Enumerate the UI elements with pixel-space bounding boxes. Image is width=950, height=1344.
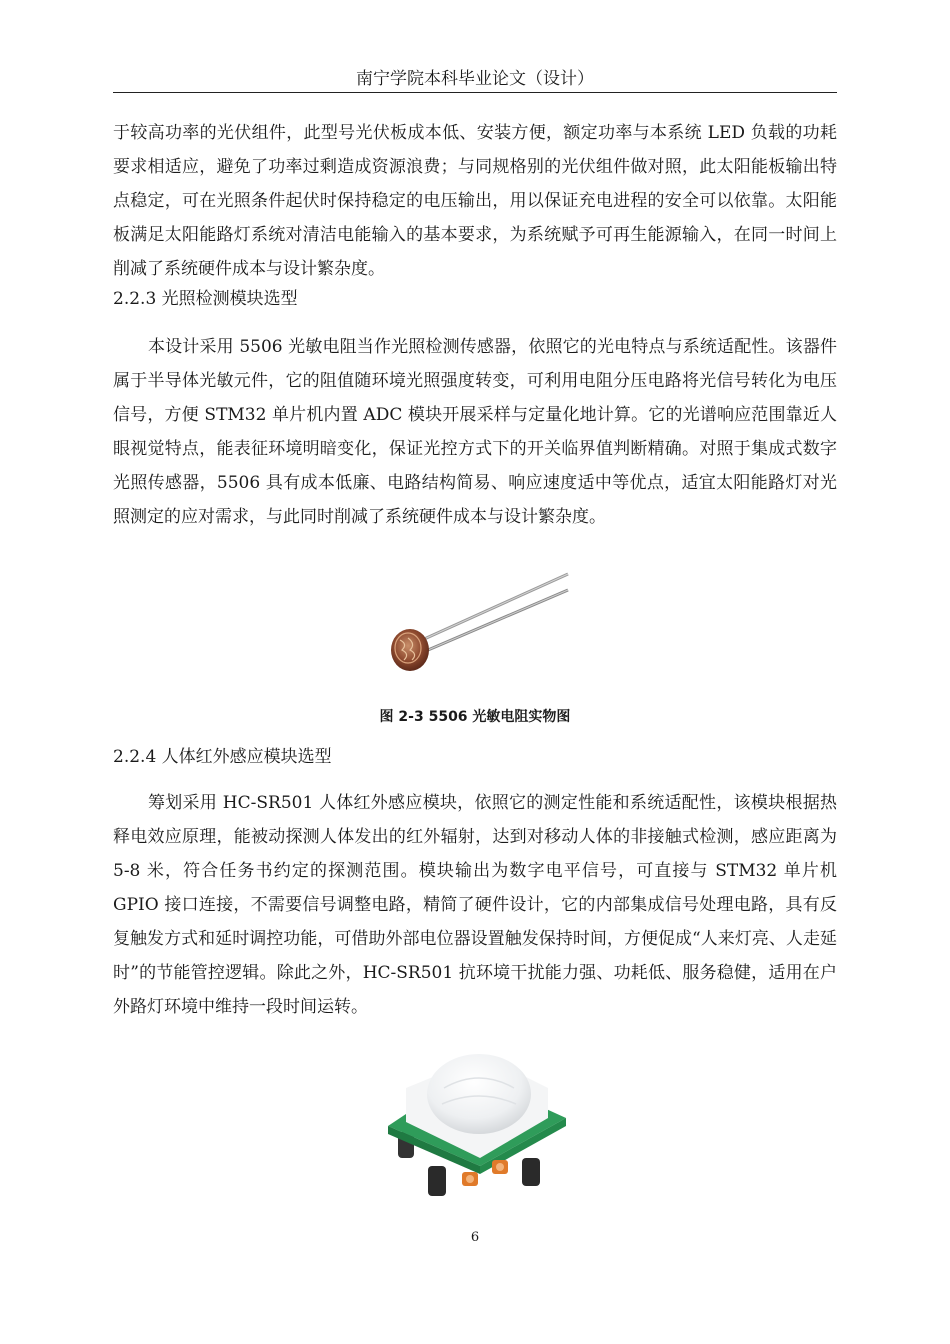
pir-sensor-image — [384, 1048, 570, 1200]
paragraph-photoresistor: 本设计采用 5506 光敏电阻当作光照检测传感器，依照它的光电特点与系统适配性。该器件属于半导体光敏元件，它的阻值随环境光照强度转变，可利用电阻分压电路将光信号转化为电压信号，方便 STM32 单片机内置 ADC 模块开展采样与定量化地计算。它的光谱响应范围靠近人眼视觉特点，能表征环境明暗变化，保证光控方式下的开关临界值判断精确。对照于集成式数字光照传感器，5506 具有成本低廉、电路结构简易、响应速度适中等优点，适宜太阳能路灯对光照测定的应对需求，与此同时削减了系统硬件成本与设计繁杂度。 — [113, 337, 837, 527]
header-rule — [113, 92, 837, 93]
section-heading-2-2-3: 2.2.3 光照检测模块选型 — [113, 289, 298, 309]
running-header: 南宁学院本科毕业论文（设计） — [356, 69, 594, 89]
paragraph-pir-sensor: 筹划采用 HC-SR501 人体红外感应模块，依照它的测定性能和系统适配性，该模块根据热释电效应原理，能被动探测人体发出的红外辐射，达到对移动人体的非接触式检测，感应距离为 5-8 米，符合任务书约定的探测范围。模块输出为数字电平信号，可直接与 STM32 单片机 GPIO 接口连接，不需要信号调整电路，精简了硬件设计，它的内部集成信号处理电路，具有反复触发方式和延时调控功能，可借助外部电位器设置触发保持时间，方便促成“人来灯亮、人走延时”的节能管控逻辑。除此之外，HC-SR501 抗环境干扰能力强、功耗低、服务稳健，适用在户外路灯环境中维持一段时间运转。 — [113, 793, 837, 1017]
section-heading-2-2-4: 2.2.4 人体红外感应模块选型 — [113, 747, 332, 767]
figure-caption-2-3: 图 2-3 5506 光敏电阻实物图 — [379, 709, 571, 725]
page-number: 6 — [470, 1230, 480, 1245]
photoresistor-image — [378, 566, 572, 678]
paragraph-solar-panel: 于较高功率的光伏组件，此型号光伏板成本低、安装方便，额定功率与本系统 LED 负载的功耗要求相适应，避免了功率过剩造成资源浪费；与同规格别的光伏组件做对照，此太阳能板输出特点稳定，可在光照条件起伏时保持稳定的电压输出，用以保证充电进程的安全可以依靠。太阳能板满足太阳能路灯系统对清洁电能输入的基本要求，为系统赋予可再生能源输入，在同一时间上削减了系统硬件成本与设计繁杂度。 — [113, 123, 837, 279]
